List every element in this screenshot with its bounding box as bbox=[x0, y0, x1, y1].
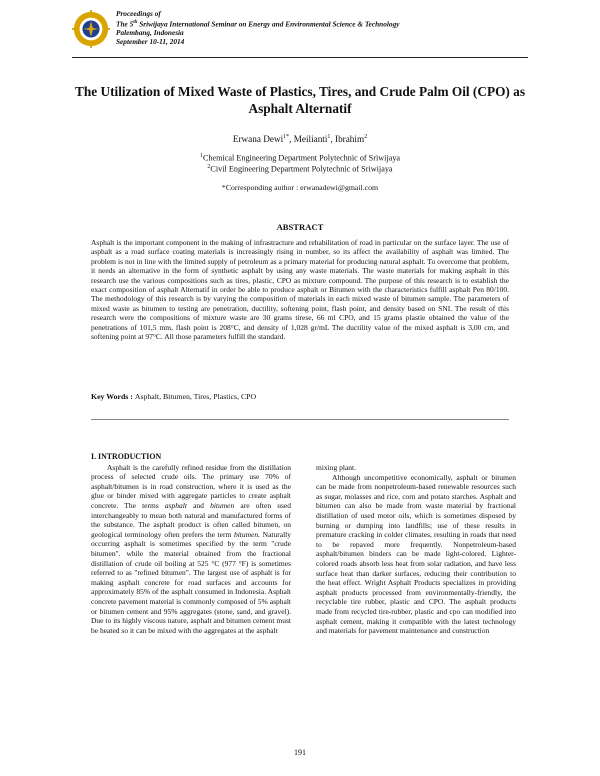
keywords-divider bbox=[91, 419, 509, 420]
left-column bbox=[91, 452, 291, 635]
paper-title: The Utilization of Mixed Waste of Plastics, Tires, and Crude Palm Oil (CPO) as Asphalt Alternatif bbox=[75, 84, 525, 116]
author-list: Erwana Dewi$^{1*}$, Meilianti$^1$, Ibrahim$^2$ bbox=[232, 134, 368, 145]
corresponding-author: *Corresponding author : erwanadewi@gmail.com bbox=[221, 183, 379, 192]
affiliation-2: $^2$Civil Engineering Department Polytechnic of Sriwijaya bbox=[207, 164, 393, 174]
page-number: 191 bbox=[294, 748, 306, 757]
intro-continuation: mixing plant. bbox=[316, 463, 356, 472]
right-column bbox=[316, 463, 516, 636]
abstract-body: Asphalt is the important component in the making of infrastracture and rehabilitation of road in particular on the surface layer. The use of asphalt as a road surface coating materials is increasingly rising in number, so its affect the availability of asphalt was limited. The problem is not in line with the limited supply of petroleum as a primary material for producing natural asphalt. To overcome that problem, it needs an alternative in the form of synthetic asphalt by using any waste materials. The waste materials for making asphalt in this research use the various compositions such as tires, plastic, CPO as mixture compound. The purpose of this research is to establish the exact composition of asphalt Alternatif in order be able to produce asphalt or Bitumen with the characteristics fulfill asphalt Pen 80/100. The methodology of this research is by varying the composition of materials in each mixed waste of bitumen sample. The parameters of mixed waste as bitumen to testing are penetration, ductility, softening point, flash point, and density based on SNI. The result of this research were the compositions of mixture waste are 30 grams tirese, 66 ml CPO, and 15 grams plastie obtained the value of the penetrations of 101,5 mm, flash point is 208°C, and density of 1,028 gr/mL The ductility value of the mixed asphalt is 3,00 cm, and softening point at 97°C. All those parameters fulfill the standard. bbox=[91, 238, 509, 342]
header-divider bbox=[72, 57, 528, 58]
affiliation-1: $^1$Chemical Engineering Department Polytechnic of Sriwijaya bbox=[199, 153, 401, 163]
section-heading-introduction: I. INTRODUCTION bbox=[91, 452, 162, 461]
header-text bbox=[116, 9, 399, 46]
header-line-3: Palembang, Indonesia bbox=[116, 28, 184, 38]
header-line-1: Proceedings of bbox=[116, 9, 161, 18]
header-line-4: September 10-11, 2014 bbox=[116, 37, 185, 47]
intro-paragraph-1: Asphalt is the carefully refined residue from the distillation process of selected crude oils. The primary use 70% of asphalt/bitumen is in road construction, where it is used as the glue or binder mixed with aggregate particles to create asphalt concrete. The terms asphalt and bitumen are often used interchangeably to mean both natural and manufactured forms of the substance. The asphalt product is often called bitumen, on geological terminology often prefers the term bitumen. Naturally occurring asphalt is sometimes specified by the term "crude bitumen". while the material obtained from the fractional distillation of crude oil boiling at 525 °C (977 °F) is sometimes referred to as "refined bitumen". The largest use of asphalt is for making asphalt concrete for road surfaces and accounts for approximately 85% of the asphalt consumed in Indonesia. Asphalt concrete pavement material is commonly composed of 5% asphalt or bitumen cement and 95% aggregates (stone, sand, and gravel). Due to its highly viscous nature, asphalt and bitumen cement must be heated so it can be mixed with the aggregates at the asphalt bbox=[91, 462, 291, 635]
keywords-line: Key Words : Asphalt, Bitumen, Tires, Plastics, CPO bbox=[91, 392, 257, 401]
sriwijaya-logo-icon bbox=[72, 10, 110, 48]
header-line-2: The 5th Sriwijaya International Seminar on Energy and Environmental Science & Technology bbox=[116, 19, 400, 29]
abstract-heading: ABSTRACT bbox=[276, 222, 324, 232]
proceedings-header bbox=[72, 8, 542, 58]
intro-paragraph-2: Although uncompetitive economically, asphalt or bitumen can be made from nonpetroleum-based renewable resources such as sugar, molasses and rice, corn and potato starches. Asphalt and bitumen can also be made from waste material by fractional distillation of used motor oils, which is sometimes disposed by burning or dumping into landfills; use of these results in premature cracking in colder climates, resulting in roads that need to be repaved more frequently. Nonpetroleum-based asphalt/bitumen binders can be made light-colored. Lighter-colored roads absorb less heat from solar radiation, and have less surface heat than darker surfaces, reducing their contribution to the heat effect. Wright Asphalt Products specializes in providing asphalt products processed from environmentally-friendly, the recyclable tire rubber, plastic and CPO. The asphalt products made from recycled tire-rubber, plastic and cpo can modified into asphalt cement, making it compatible with the latest technology and materials for pavement maintenance and construction bbox=[316, 472, 516, 636]
